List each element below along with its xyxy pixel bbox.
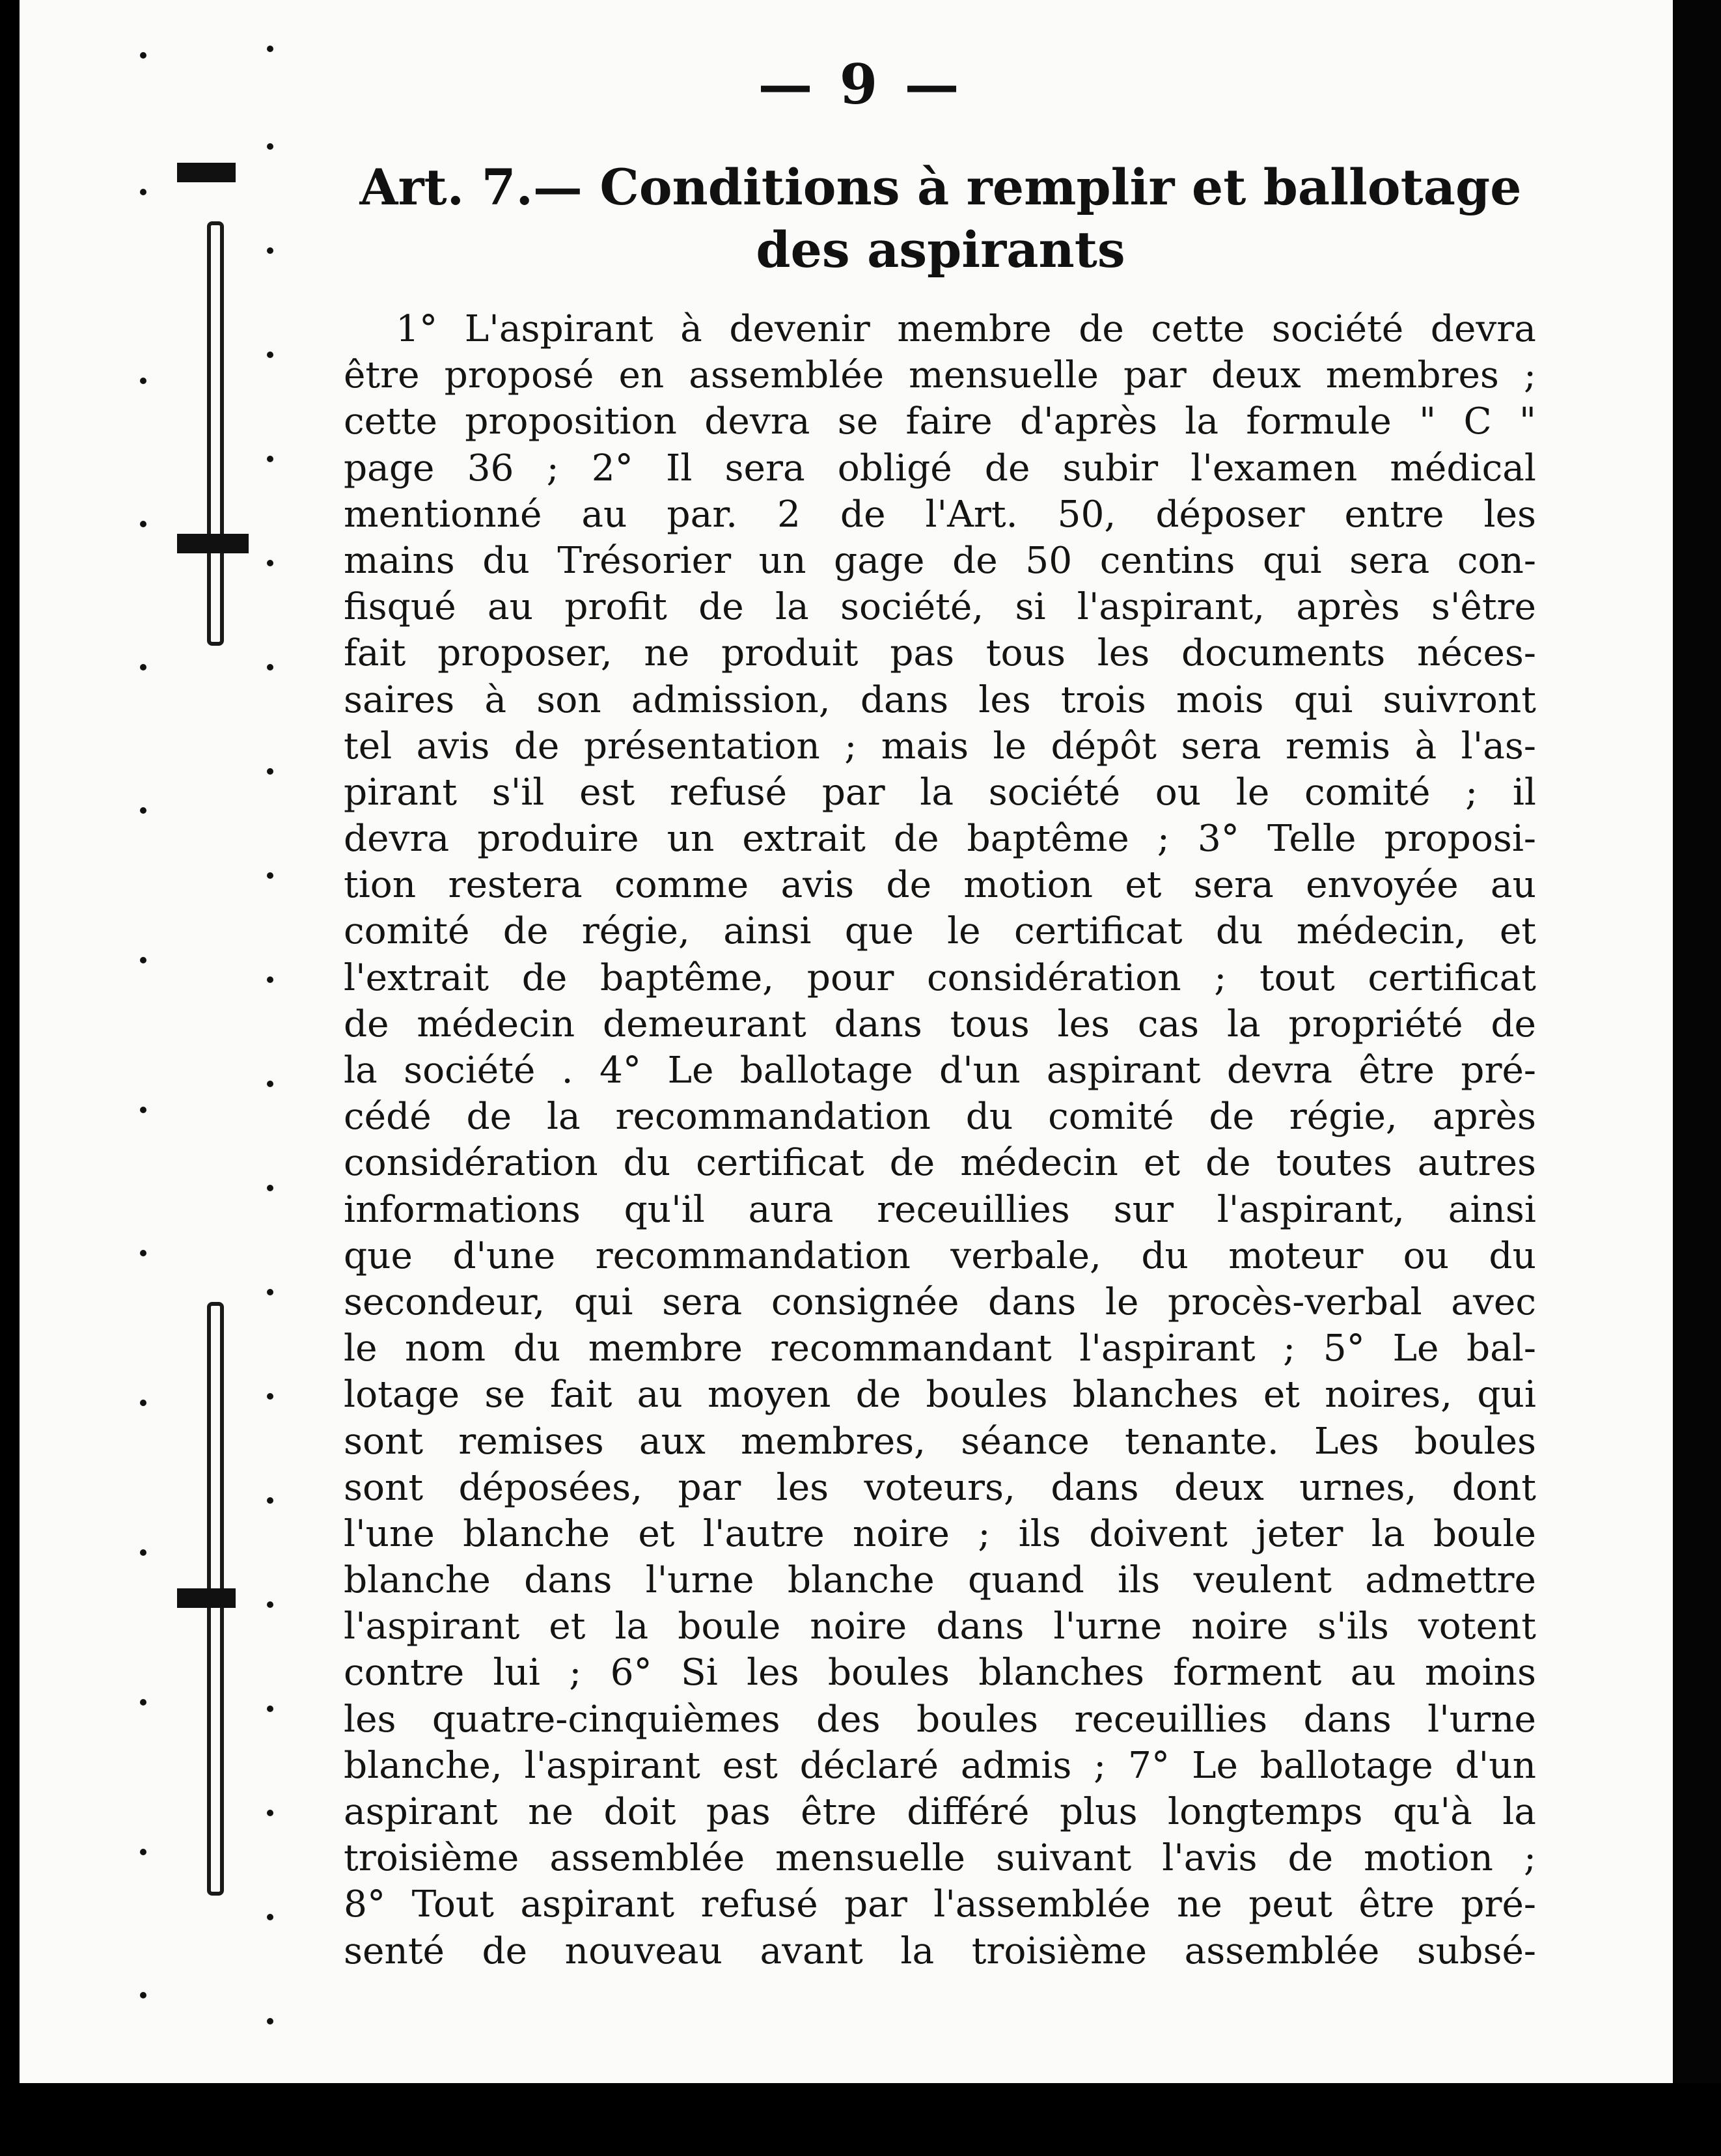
- body-line: mentionné au par. 2 de l'Art. 50, déposer entre les: [344, 493, 1536, 536]
- body-line: l'aspirant et la boule noire dans l'urne noire s'ils votent: [344, 1605, 1536, 1648]
- stitch-mark: [267, 872, 273, 879]
- body-line: 1° L'aspirant à devenir membre de cette société devra: [396, 308, 1536, 350]
- body-line: contre lui ; 6° Si les boules blanches forment au moins: [344, 1652, 1536, 1694]
- stitch-mark: [267, 1289, 273, 1295]
- binding-stitches-inner: [267, 26, 293, 2057]
- body-line: être proposé en assemblée mensuelle par deux membres ;: [344, 354, 1536, 397]
- stitch-mark: [140, 1699, 146, 1706]
- stitch-mark: [267, 1393, 273, 1400]
- binding-stitches-outer: [140, 26, 166, 2057]
- article-body: [344, 306, 1536, 1974]
- body-line: fait proposer, ne produit pas tous les documents néces-: [344, 632, 1536, 675]
- stitch-mark: [267, 143, 273, 150]
- article-title-line: Art. 7.— Conditions à remplir et ballotage: [359, 158, 1522, 216]
- body-line: tion restera comme avis de motion et sera envoyée au: [344, 864, 1536, 907]
- stitch-mark: [140, 378, 146, 384]
- body-line: senté de nouveau avant la troisième assemblée subsé-: [344, 1929, 1536, 1972]
- body-line: l'extrait de baptême, pour considération ; tout certificat: [344, 956, 1536, 999]
- stitch-mark: [267, 247, 273, 254]
- body-line: blanche dans l'urne blanche quand ils veulent admettre: [344, 1559, 1536, 1602]
- stitch-mark: [267, 46, 273, 52]
- stitch-mark: [267, 768, 273, 775]
- stitch-mark: [140, 1400, 146, 1406]
- body-line: page 36 ; 2° Il sera obligé de subir l'examen médical: [344, 447, 1536, 490]
- body-line: la société . 4° Le ballotage d'un aspirant devra être pré-: [344, 1049, 1536, 1092]
- scan-border-right: [1673, 0, 1721, 2156]
- stitch-mark: [267, 2018, 273, 2025]
- stitch-mark: [140, 1107, 146, 1113]
- body-line: comité de régie, ainsi que le certificat du médecin, et: [344, 910, 1536, 953]
- body-line: secondeur, qui sera consignée dans le procès-verbal avec: [344, 1280, 1536, 1323]
- body-line: aspirant ne doit pas être différé plus longtemps qu'à la: [344, 1791, 1536, 1833]
- binding-clip: [177, 534, 249, 553]
- stitch-mark: [267, 352, 273, 358]
- stitch-mark: [140, 189, 146, 195]
- stitch-mark: [267, 1706, 273, 1712]
- article-title: [345, 156, 1536, 281]
- body-line: considération du certificat de médecin et de toutes autres: [344, 1142, 1536, 1185]
- body-line: que d'une recommandation verbale, du moteur ou du: [344, 1234, 1536, 1277]
- stitch-mark: [267, 664, 273, 670]
- body-line: sont remises aux membres, séance tenante. Les boules: [344, 1420, 1536, 1463]
- body-line: blanche, l'aspirant est déclaré admis ; 7° Le ballotage d'un: [344, 1744, 1536, 1787]
- body-line: l'une blanche et l'autre noire ; ils doivent jeter la boule: [344, 1512, 1536, 1555]
- body-line: informations qu'il aura receuillies sur l'aspirant, ainsi: [344, 1188, 1536, 1231]
- stitch-mark: [140, 1992, 146, 1998]
- stitch-mark: [267, 560, 273, 566]
- body-line: saires à son admission, dans les trois mois qui suivront: [344, 678, 1536, 721]
- stitch-mark: [140, 807, 146, 814]
- binding-thread: [207, 221, 224, 646]
- stitch-mark: [140, 957, 146, 963]
- body-line: sont déposées, par les voteurs, dans deux urnes, dont: [344, 1466, 1536, 1509]
- body-line: troisième assemblée mensuelle suivant l'avis de motion ;: [344, 1837, 1536, 1880]
- body-line: 8° Tout aspirant refusé par l'assemblée ne peut être pré-: [344, 1883, 1536, 1926]
- body-line: fisqué au profit de la société, si l'aspirant, après s'être: [344, 586, 1536, 629]
- stitch-mark: [140, 1849, 146, 1855]
- stitch-mark: [267, 1601, 273, 1608]
- binding-clip: [177, 1588, 236, 1608]
- stitch-mark: [140, 1250, 146, 1256]
- body-line: cette proposition devra se faire d'après la formule " C ": [344, 400, 1536, 443]
- stitch-mark: [140, 664, 146, 670]
- stitch-mark: [267, 976, 273, 983]
- body-line: lotage se fait au moyen de boules blanches et noires, qui: [344, 1374, 1536, 1417]
- stitch-mark: [267, 456, 273, 462]
- body-line: les quatre-cinquièmes des boules receuillies dans l'urne: [344, 1698, 1536, 1741]
- stitch-mark: [267, 1081, 273, 1087]
- body-line: mains du Trésorier un gage de 50 centins qui sera con-: [344, 539, 1536, 582]
- body-line: devra produire un extrait de baptême ; 3° Telle proposi-: [344, 818, 1536, 861]
- stitch-mark: [140, 1549, 146, 1556]
- binding-clip: [177, 163, 236, 182]
- body-line: cédé de la recommandation du comité de régie, après: [344, 1096, 1536, 1139]
- stitch-mark: [267, 1185, 273, 1191]
- scan-border-bottom: [0, 2083, 1721, 2156]
- body-line: de médecin demeurant dans tous les cas la propriété de: [344, 1002, 1536, 1045]
- body-line: le nom du membre recommandant l'aspirant ; 5° Le bal-: [344, 1327, 1536, 1370]
- page-number: — 9 —: [758, 52, 963, 117]
- stitch-mark: [140, 521, 146, 527]
- article-title-line: des aspirants: [756, 221, 1125, 279]
- body-line: pirant s'il est refusé par la société ou le comité ; il: [344, 771, 1536, 814]
- stitch-mark: [267, 1914, 273, 1920]
- stitch-mark: [267, 1810, 273, 1816]
- stitch-mark: [267, 1497, 273, 1504]
- body-line: tel avis de présentation ; mais le dépôt sera remis à l'as-: [344, 725, 1536, 767]
